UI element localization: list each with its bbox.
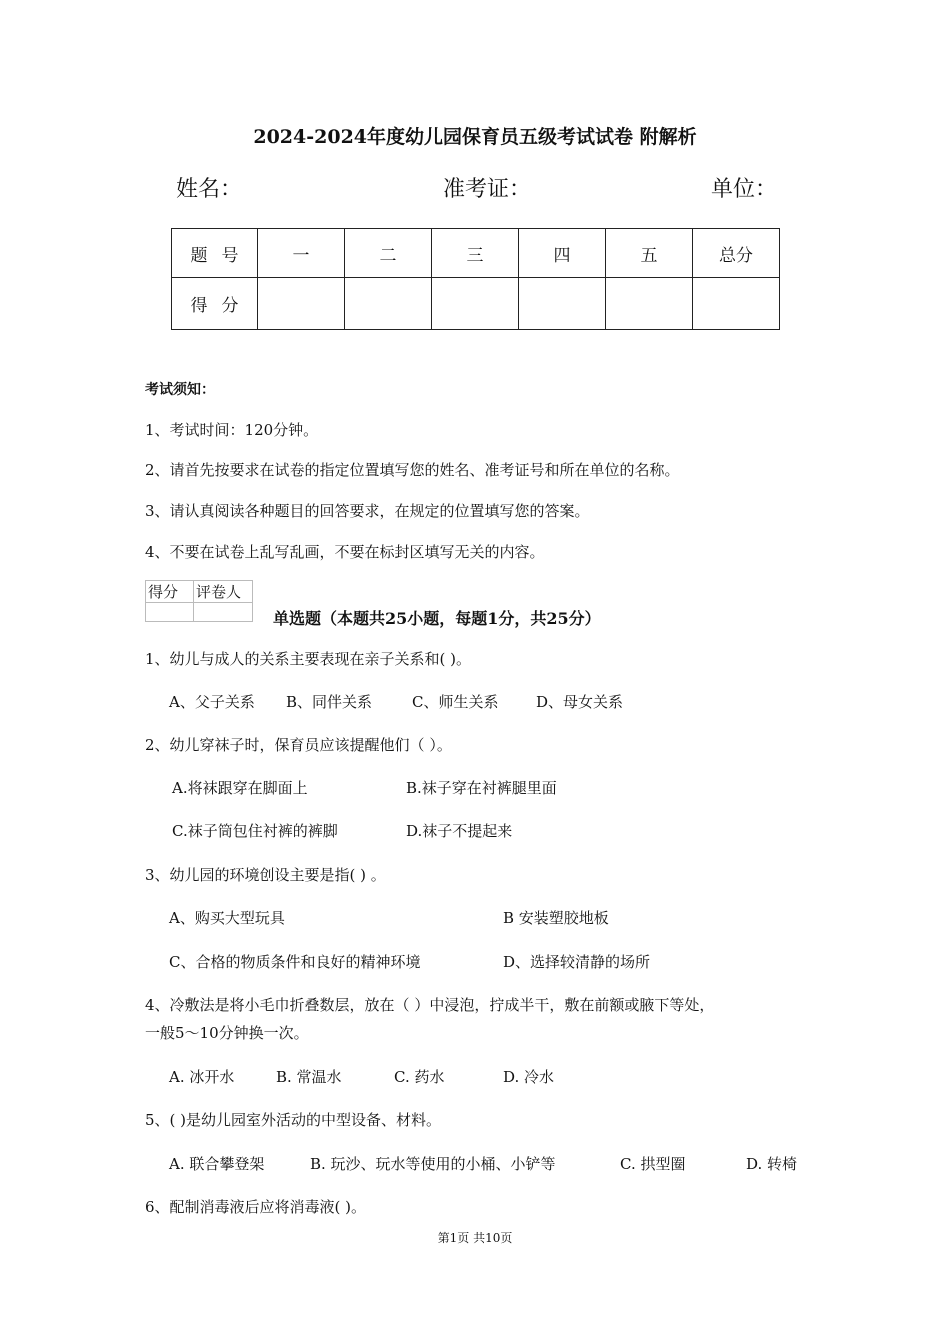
- grader-score-label: 得分: [146, 581, 194, 603]
- option: C.袜子筒包住衬裤的裤脚: [172, 822, 338, 840]
- option: C. 拱型圈: [620, 1155, 686, 1173]
- question-stem-continued: 一般5～10分钟换一次。: [145, 1024, 309, 1042]
- score-cell[interactable]: [345, 278, 432, 330]
- score-table-col-4: 四: [519, 229, 606, 278]
- grader-name-label: 评卷人: [194, 581, 253, 603]
- option: A、父子关系: [169, 693, 255, 711]
- question-stem: 6、配制消毒液后应将消毒液( )。: [145, 1198, 367, 1216]
- option: C、师生关系: [412, 693, 499, 711]
- question-stem: 4、冷敷法是将小毛巾折叠数层，放在（ ）中浸泡，拧成半干，敷在前额或腋下等处，: [145, 996, 715, 1014]
- score-table-col-2: 二: [345, 229, 432, 278]
- option: B、同伴关系: [286, 693, 373, 711]
- score-table-header-label: 题号: [172, 229, 258, 278]
- notice-heading: 考试须知：: [145, 382, 215, 398]
- option: A.将袜跟穿在脚面上: [172, 779, 308, 797]
- option: A. 冰开水: [169, 1068, 235, 1086]
- score-cell[interactable]: [258, 278, 345, 330]
- option: A. 联合攀登架: [169, 1155, 265, 1173]
- option: B.袜子穿在衬裤腿里面: [406, 779, 557, 797]
- name-label: 姓名：: [176, 177, 243, 202]
- score-cell[interactable]: [519, 278, 606, 330]
- unit-label: 单位：: [711, 177, 778, 202]
- grader-name-cell[interactable]: [194, 603, 253, 622]
- page-title: 2024-2024年度幼儿园保育员五级考试试卷 附解析: [253, 126, 697, 148]
- notice-item: 2、请首先按要求在试卷的指定位置填写您的姓名、准考证号和所在单位的名称。: [145, 461, 680, 479]
- score-table-col-5: 五: [606, 229, 693, 278]
- notice-item: 4、不要在试卷上乱写乱画，不要在标封区填写无关的内容。: [145, 543, 545, 561]
- score-table-col-total: 总分: [693, 229, 780, 278]
- score-table-row-label: 得分: [172, 278, 258, 330]
- option: A、购买大型玩具: [169, 909, 285, 927]
- score-table-col-1: 一: [258, 229, 345, 278]
- option: D、母女关系: [536, 693, 624, 711]
- notice-item: 1、考试时间：120分钟。: [145, 421, 319, 439]
- question-stem: 3、幼儿园的环境创设主要是指( ) 。: [145, 866, 386, 884]
- option: B. 常温水: [276, 1068, 342, 1086]
- score-table-col-3: 三: [432, 229, 519, 278]
- option: D. 转椅: [746, 1155, 798, 1173]
- option: D、选择较清静的场所: [503, 953, 651, 971]
- grader-box: [145, 580, 253, 622]
- option: D.袜子不提起来: [406, 822, 513, 840]
- notice-item: 3、请认真阅读各种题目的回答要求，在规定的位置填写您的答案。: [145, 502, 590, 520]
- question-stem: 1、幼儿与成人的关系主要表现在亲子关系和( )。: [145, 650, 472, 668]
- score-table: [171, 228, 780, 330]
- score-cell[interactable]: [432, 278, 519, 330]
- option: C、合格的物质条件和良好的精神环境: [169, 953, 421, 971]
- question-stem: 5、( )是幼儿园室外活动的中型设备、材料。: [145, 1111, 442, 1129]
- question-stem: 2、幼儿穿袜子时，保育员应该提醒他们（ ）。: [145, 736, 452, 754]
- exam-no-label: 准考证：: [443, 177, 532, 202]
- page-footer: 第1页 共10页: [437, 1231, 513, 1245]
- option: D. 冷水: [503, 1068, 555, 1086]
- option: B. 玩沙、玩水等使用的小桶、小铲等: [310, 1155, 556, 1173]
- option: B 安装塑胶地板: [503, 909, 609, 927]
- grader-score-cell[interactable]: [146, 603, 194, 622]
- score-cell[interactable]: [606, 278, 693, 330]
- option: C. 药水: [394, 1068, 445, 1086]
- section-title: 单选题（本题共25小题，每题1分，共25分）: [273, 609, 601, 628]
- score-cell[interactable]: [693, 278, 780, 330]
